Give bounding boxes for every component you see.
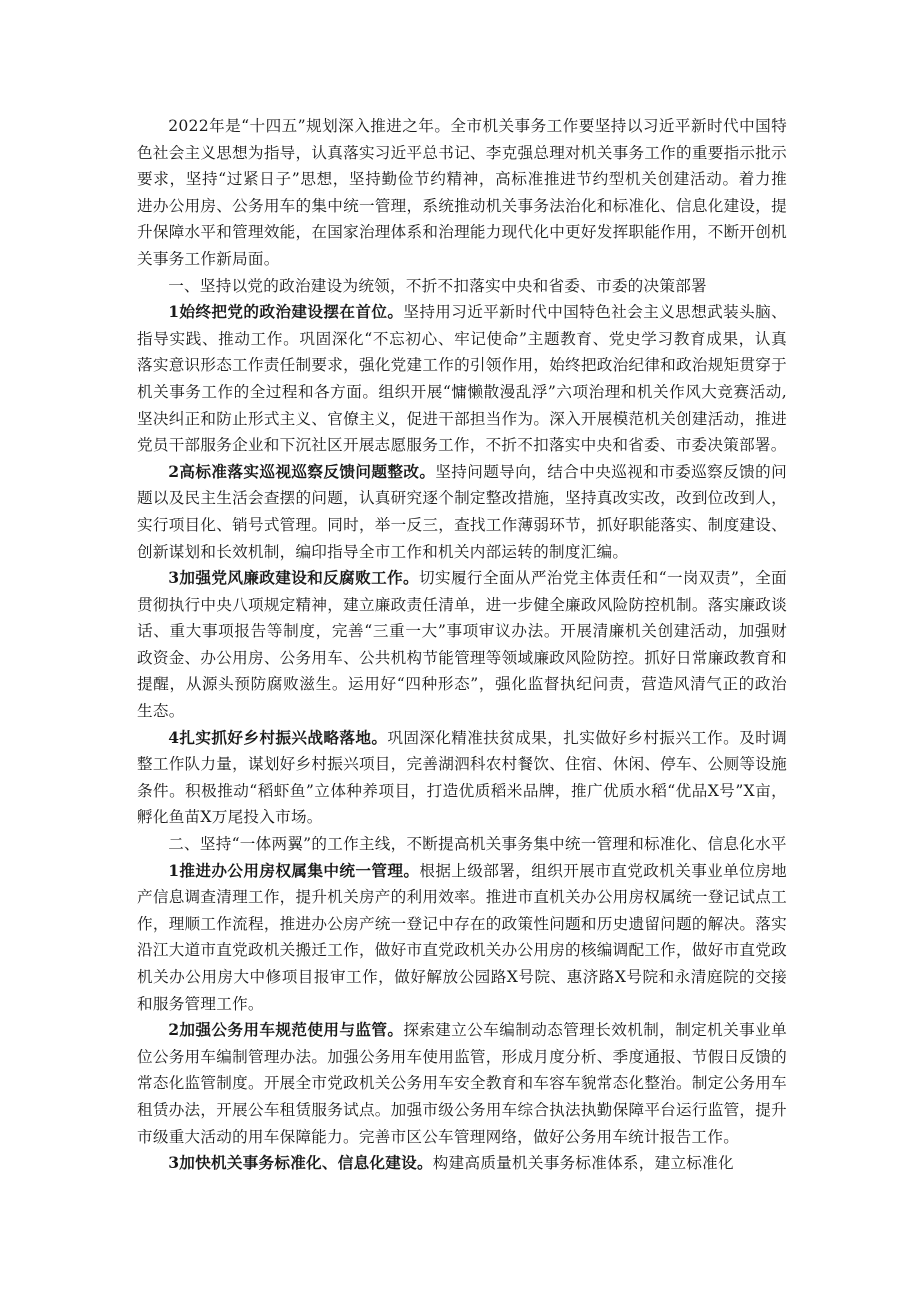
section-1-item-3 [137, 565, 787, 725]
section-1-item-1 [137, 299, 787, 459]
item-body: 切实履行全面从严治党主体责任和“一岗双责”，全面贯彻执行中央八项规定精神，建立廉政责任清单，进一步健全廉政风险防控机制。落实廉政谈话、重大事项报告等制度，完善“三重一大”事项审议办法。开展清廉机关创建活动，加强财政资金、办公用房、公务用车、公共机构节能管理等领域廉政风险防控。抓好日常廉政教育和提醒，从源头预防腐败滋生。运用好“四种形态”，强化监督执纪问责，营造风清气正的政治生态。 [137, 569, 787, 721]
document-page [137, 113, 787, 1177]
item-body: 根据上级部署，组织开展市直党政机关事业单位房地产信息调查清理工作，提升机关房产的利用效率。推进市直机关办公用房权属统一登记试点工作，理顺工作流程，推进办公房产统一登记中存在的政策性问题和历史遗留问题的解决。落实沿江大道市直党政机关搬迁工作，做好市直党政机关办公用房的核编调配工作，做好市直党政机关办公用房大中修项目报审工作，做好解放公园路X号院、惠济路X号院和永清庭院的交接和服务管理工作。 [137, 861, 787, 1013]
item-lead: 3加强党风廉政建设和反腐败工作。 [168, 568, 420, 588]
item-lead: 1推进办公用房权属集中统一管理。 [168, 860, 420, 880]
item-lead: 2加强公务用车规范使用与监管。 [168, 1020, 404, 1040]
section-2-item-3 [137, 1150, 787, 1177]
section-2-heading: 二、坚持“一体两翼”的工作主线，不断提高机关事务集中统一管理和标准化、信息化水平 [168, 835, 787, 854]
item-lead: 1始终把党的政治建设摆在首位。 [168, 302, 404, 322]
item-lead: 2高标准落实巡视巡察反馈问题整改。 [168, 461, 436, 481]
intro-paragraph: 2022年是“十四五”规划深入推进之年。全市机关事务工作要坚持以习近平新时代中国特色社会主义思想为指导，认真落实习近平总书记、李克强总理对机关事务工作的重要指示批示要求，坚持“过紧日子”思想，坚持勤俭节约精神，高标准推进节约型机关创建活动。着力推进办公用房、公务用车的集中统一管理，系统推动机关事务法治化和标准化、信息化建设，提升保障水平和管理效能，在国家治理体系和治理能力现代化中更好发挥职能作用，不断开创机关事务工作新局面。 [137, 117, 787, 268]
item-body: 构建高质量机关事务标准体系，建立标准化 [432, 1154, 734, 1173]
item-lead: 4扎实抓好乡村振兴战略落地。 [168, 727, 388, 747]
item-body: 巩固深化精准扶贫成果，扎实做好乡村振兴工作。及时调整工作队力量，谋划好乡村振兴项目，完善湖泗科农村餐饮、住宿、休闲、停车、公厕等设施条件。积极推动“稻虾鱼”立体种养项目，打造优质稻米品牌，推广优质水稻“优品X号”X亩，孵化鱼苗X万尾投入市场。 [137, 728, 787, 827]
item-body: 坚持用习近平新时代中国特色社会主义思想武装头脑、指导实践、推动工作。巩固深化“不忘初心、牢记使命”主题教育、党史学习教育成果，认真落实意识形态工作责任制要求，强化党建工作的引领作用，始终把政治纪律和政治规矩贯穿于机关事务工作的全过程和各方面。组织开展“慵懒散漫乱浮”六项治理和机关作风大竞赛活动,坚决纠正和防止形式主义、官僚主义，促进干部担当作为。深入开展模范机关创建活动，推进党员干部服务企业和下沉社区开展志愿服务工作，不折不扣落实中央和省委、市委决策部署。 [137, 303, 787, 455]
section-1-item-4 [137, 725, 787, 831]
item-body: 探索建立公车编制动态管理长效机制，制定机关事业单位公务用车编制管理办法。加强公务用车使用监管，形成月度分析、季度通报、节假日反馈的常态化监管制度。开展全市党政机关公务用车安全教育和车容车貌常态化整治。制定公务用车租赁办法，开展公车租赁服务试点。加强市级公务用车综合执法执勤保障平台运行监管，提升市级重大活动的用车保障能力。完善市区公车管理网络，做好公务用车统计报告工作。 [137, 1021, 787, 1146]
section-1-item-2 [137, 459, 787, 565]
section-2-item-2 [137, 1017, 787, 1150]
section-1-heading: 一、坚持以党的政治建设为统领，不折不扣落实中央和省委、市委的决策部署 [168, 276, 707, 295]
item-body: 坚持问题导向，结合中央巡视和市委巡察反馈的问题以及民主生活会查摆的问题，认真研究逐个制定整改措施，坚持真改实改，改到位改到人，实行项目化、销号式管理。同时，举一反三，查找工作薄弱环节，抓好职能落实、制度建设、创新谋划和长效机制，编印指导全市工作和机关内部运转的制度汇编。 [137, 462, 787, 561]
section-2-item-1 [137, 858, 787, 1018]
item-lead: 3加快机关事务标准化、信息化建设。 [168, 1153, 433, 1173]
